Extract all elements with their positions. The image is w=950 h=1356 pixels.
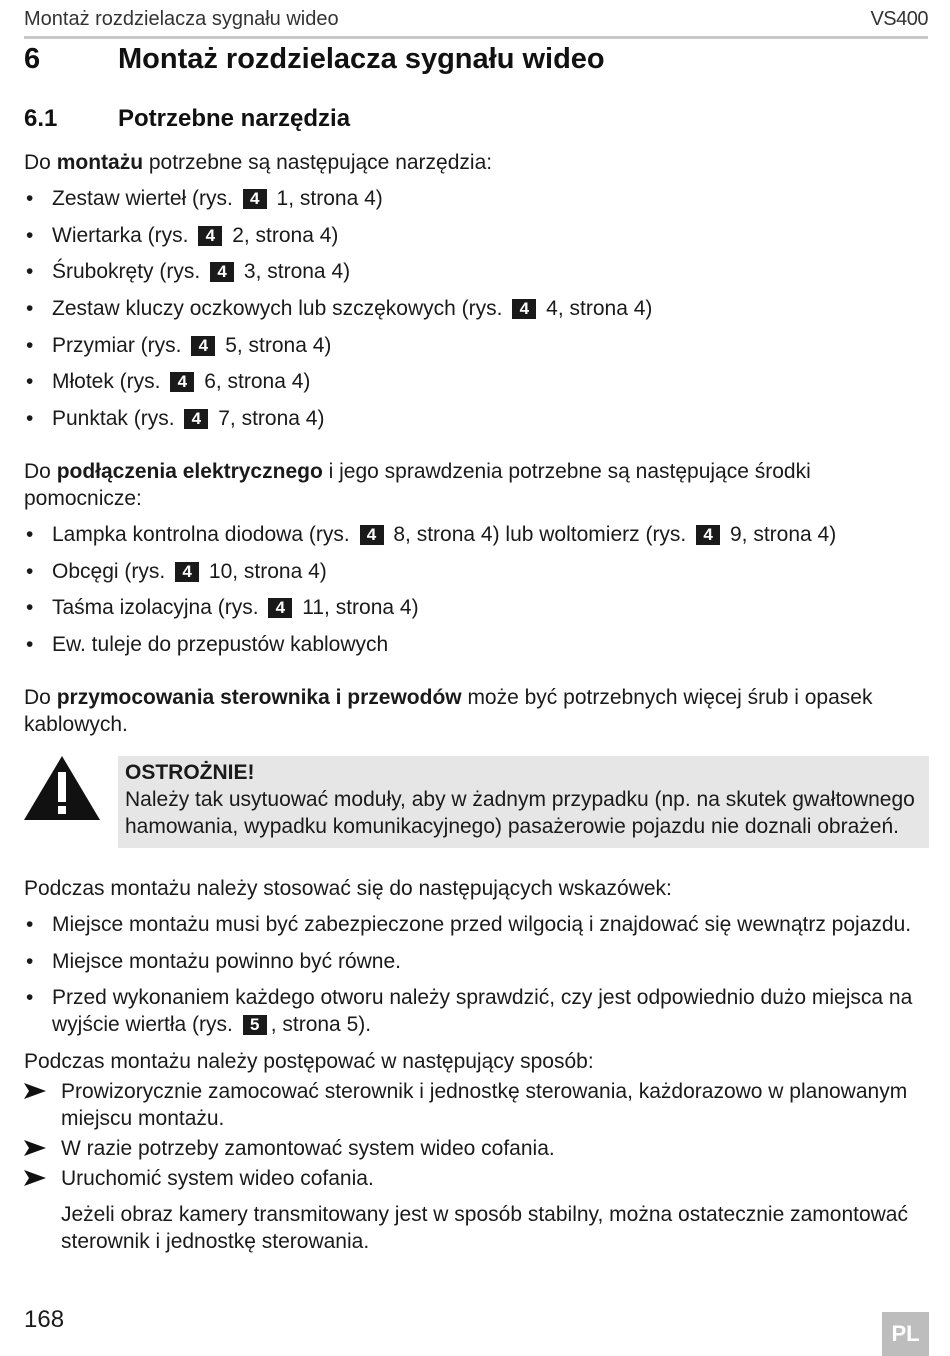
electrical-intro: Do podłączenia elektrycznego i jego sprawdzenia potrzebne są następujące środki pomocnicze: (24, 460, 811, 510)
list-item: • Miejsce montażu musi być zabezpieczone przed wilgocią i znajdować się wewnątrz pojazdu. (24, 911, 930, 948)
list-item: • Punktak (rys. 4 7, strona 4) (24, 405, 930, 442)
mounting-intro-bold: przymocowania sterownika i przewodów (56, 686, 462, 709)
hints-intro: Podczas montażu należy stosować się do następujących wskazówek: (24, 877, 672, 900)
section-heading (24, 42, 605, 76)
running-header (24, 6, 928, 34)
list-item: • Przymiar (rys. 4 5, strona 4) (24, 332, 930, 369)
page-number: 168 (24, 1306, 65, 1333)
section-number: 6 (24, 43, 41, 75)
figure-ref: 4 (243, 189, 267, 209)
figure-ref: 4 (512, 299, 536, 319)
warning-triangle-icon (22, 754, 102, 822)
section-title: Montaż rozdzielacza sygnału wideo (118, 43, 605, 75)
running-header-model: VS400 (870, 8, 928, 30)
tools-intro-bold: montażu (56, 151, 144, 174)
electrical-intro-bold: podłączenia elektrycznego (56, 460, 323, 483)
list-item: • Taśma izolacyjna (rys. 4 11, strona 4) (24, 594, 930, 631)
tools-intro: Do montażu potrzebne są następujące narzędzia: (24, 151, 493, 174)
list-item: • Lampka kontrolna diodowa (rys. 4 8, strona 4) lub woltomierz (rys. 4 9, strona 4) (24, 521, 930, 558)
running-header-title: Montaż rozdzielacza sygnału wideo (24, 8, 339, 30)
step-item: Prowizorycznie zamocować sterownik i jednostkę sterowania, każdorazowo w planowanym miejscu montażu. (24, 1078, 930, 1135)
figure-ref: 4 (191, 336, 215, 356)
hints-list (24, 911, 930, 1038)
procedure-intro: Podczas montażu należy postępować w następujący sposób: (24, 1050, 594, 1073)
figure-ref: 4 (198, 226, 222, 246)
warning-box (118, 756, 929, 848)
list-item: • Ew. tuleje do przepustów kablowych (24, 631, 930, 668)
final-note: Jeżeli obraz kamery transmitowany jest w sposób stabilny, można ostatecznie zamontować sterownik i jednostkę sterowania. (61, 1203, 908, 1253)
step-item: Uruchomić system wideo cofania. (24, 1165, 930, 1195)
arrow-right-icon (24, 1170, 46, 1186)
language-tab: PL (882, 1312, 929, 1356)
arrow-right-icon (24, 1083, 46, 1099)
figure-ref: 4 (360, 525, 384, 545)
procedure-steps (24, 1078, 930, 1195)
figure-ref: 4 (696, 525, 720, 545)
list-item: • Obcęgi (rys. 4 10, strona 4) (24, 558, 930, 595)
subsection-number: 6.1 (24, 105, 58, 132)
list-item: • Zestaw kluczy oczkowych lub szczękowych (rys. 4 4, strona 4) (24, 295, 930, 332)
figure-ref: 4 (170, 372, 194, 392)
subsection-heading (24, 104, 350, 134)
figure-ref: 4 (268, 598, 292, 618)
tools-list (24, 185, 930, 442)
mounting-intro: Do przymocowania sterownika i przewodów może być potrzebnych więcej śrub i opasek kablowych. (24, 686, 873, 736)
list-item: • Młotek (rys. 4 6, strona 4) (24, 368, 930, 405)
warning-title: OSTROŻNIE! (125, 761, 255, 784)
figure-ref: 5 (243, 1015, 267, 1035)
list-item: • Śrubokręty (rys. 4 3, strona 4) (24, 258, 930, 295)
list-item: • Wiertarka (rys. 4 2, strona 4) (24, 222, 930, 259)
warning-text: Należy tak usytuować moduły, aby w żadnym przypadku (np. na skutek gwałtownego hamowania, wypadku komunikacyjnego) pasażerowie pojazdu nie doznali obrażeń. (125, 788, 915, 838)
list-item: • Zestaw wierteł (rys. 4 1, strona 4) (24, 185, 930, 222)
header-divider (24, 36, 928, 39)
list-item: • Miejsce montażu powinno być równe. (24, 948, 930, 985)
electrical-list (24, 521, 930, 668)
list-item: • Przed wykonaniem każdego otworu należy sprawdzić, czy jest odpowiednio dużo miejsca na wyjście wiertła (rys. 5 , strona 5). (24, 984, 930, 1038)
figure-ref: 4 (210, 262, 234, 282)
step-item: W razie potrzeby zamontować system wideo cofania. (24, 1135, 930, 1165)
figure-ref: 4 (175, 562, 199, 582)
subsection-title: Potrzebne narzędzia (118, 105, 351, 132)
figure-ref: 4 (184, 409, 208, 429)
arrow-right-icon (24, 1140, 46, 1156)
